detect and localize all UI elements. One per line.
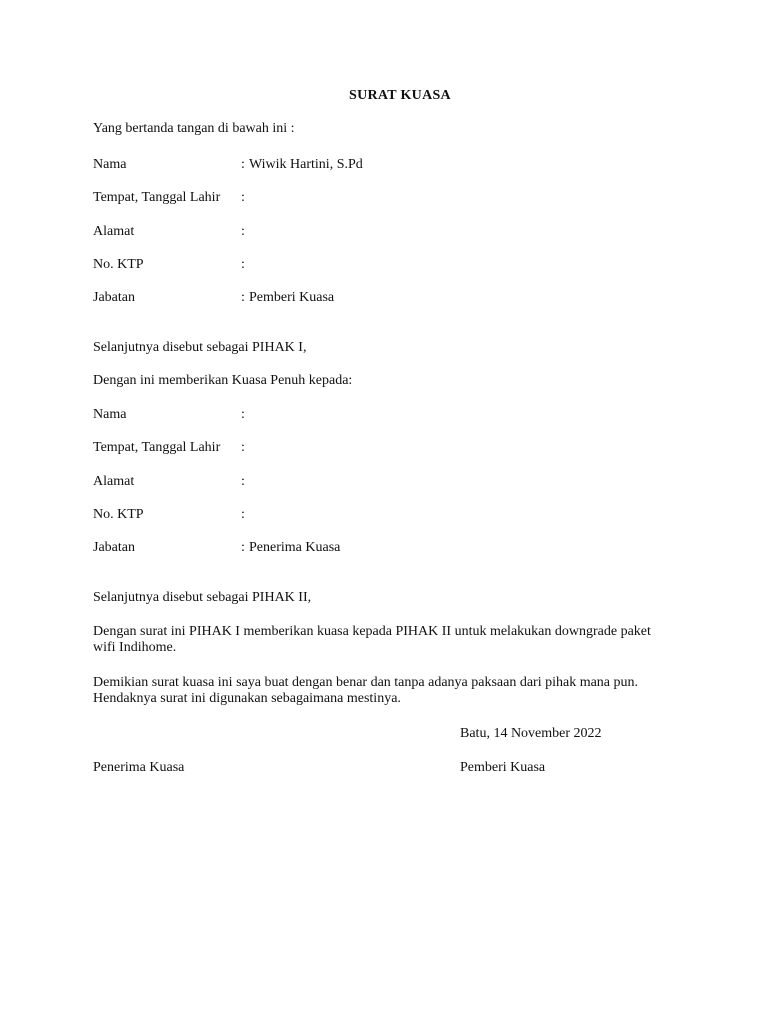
pihak1-ttl-row <box>93 190 249 206</box>
closing-line-2: Hendaknya surat ini digunakan sebagaimana mestinya. <box>93 691 401 706</box>
pihak2-nama-sep: : <box>241 407 245 422</box>
pihak1-alamat-row <box>93 224 249 240</box>
purpose-line-1: Dengan surat ini PIHAK I memberikan kuasa kepada PIHAK II untuk melakukan downgrade paket <box>93 624 651 639</box>
pihak2-alamat-row <box>93 474 249 490</box>
pihak1-ttl-sep: : <box>241 190 245 205</box>
pihak1-ktp-row <box>93 257 249 273</box>
pihak1-nama-value: Wiwik Hartini, S.Pd <box>249 157 363 172</box>
purpose-paragraph <box>93 624 733 656</box>
pihak2-ktp-sep: : <box>241 507 245 522</box>
pihak1-nama-sep: : <box>241 157 245 172</box>
pihak2-nama-row <box>93 407 249 423</box>
intro-text: Yang bertanda tangan di bawah ini : <box>93 121 295 136</box>
pihak1-note: Selanjutnya disebut sebagai PIHAK I, <box>93 340 307 355</box>
grant-intro: Dengan ini memberikan Kuasa Penuh kepada: <box>93 373 353 388</box>
document-title: SURAT KUASA <box>349 88 451 103</box>
signature-left-label: Penerima Kuasa <box>93 760 185 775</box>
pihak2-jabatan-value: Penerima Kuasa <box>249 540 341 555</box>
pihak2-ttl-label: Tempat, Tanggal Lahir <box>93 440 221 455</box>
pihak1-jabatan-value: Pemberi Kuasa <box>249 290 335 305</box>
pihak2-ktp-label: No. KTP <box>93 507 144 522</box>
pihak2-ttl-row <box>93 440 249 456</box>
pihak2-ktp-row <box>93 507 249 523</box>
pihak2-jabatan-label: Jabatan <box>93 540 135 555</box>
place-date: Batu, 14 November 2022 <box>460 726 602 741</box>
purpose-line-2: wifi Indihome. <box>93 640 177 655</box>
pihak2-alamat-sep: : <box>241 474 245 489</box>
closing-line-1: Demikian surat kuasa ini saya buat dengan benar dan tanpa adanya paksaan dari pihak mana pun. <box>93 675 639 690</box>
closing-paragraph <box>93 675 733 707</box>
signature-right-label: Pemberi Kuasa <box>460 760 546 775</box>
pihak2-note: Selanjutnya disebut sebagai PIHAK II, <box>93 590 312 605</box>
pihak1-alamat-label: Alamat <box>93 224 135 239</box>
pihak1-jabatan-row <box>93 290 334 306</box>
pihak1-nama-label: Nama <box>93 157 127 172</box>
pihak2-jabatan-row <box>93 540 340 556</box>
pihak1-alamat-sep: : <box>241 224 245 239</box>
pihak2-alamat-label: Alamat <box>93 474 135 489</box>
pihak1-jabatan-label: Jabatan <box>93 290 135 305</box>
pihak2-nama-label: Nama <box>93 407 127 422</box>
pihak1-ttl-label: Tempat, Tanggal Lahir <box>93 190 221 205</box>
pihak1-jabatan-sep: : <box>241 290 245 305</box>
pihak2-ttl-sep: : <box>241 440 245 455</box>
pihak1-nama-row <box>93 157 363 173</box>
pihak2-jabatan-sep: : <box>241 540 245 555</box>
pihak1-ktp-sep: : <box>241 257 245 272</box>
pihak1-ktp-label: No. KTP <box>93 257 144 272</box>
